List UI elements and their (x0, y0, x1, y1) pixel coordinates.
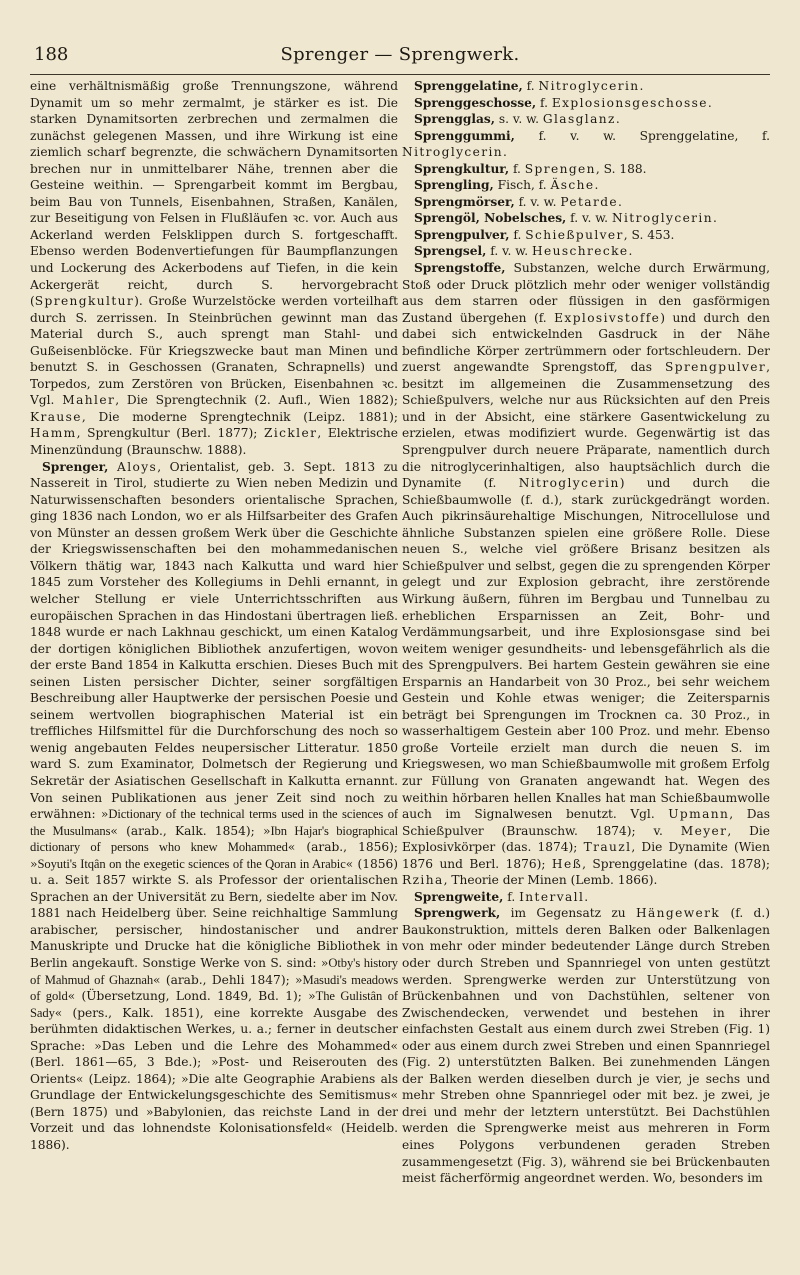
entry-sprengsel: Sprengsel, f. v. w. Heuschrecke. (414, 244, 633, 259)
headword: Sprengöl, Nobelsches, (414, 211, 567, 226)
headword: Sprengkultur, (414, 161, 510, 176)
headword: Sprengling, (414, 178, 494, 193)
author-name: Zickler (264, 426, 318, 441)
page-header (30, 40, 770, 75)
cross-reference: Schießpulver (525, 227, 624, 242)
work-title: Dictionary of the technical terms used in the sciences of the Musulmans (30, 807, 398, 838)
cross-reference: Nitroglycerin (611, 211, 713, 226)
author-name: Krause (30, 409, 82, 424)
entry-sprenggeschosse: Sprenggeschosse, f. Explosionsgeschosse. (414, 95, 712, 110)
entry-sprengkultur: Sprengkultur, f. Sprengen, S. 188. (414, 161, 647, 176)
entry-sprengmoerser: Sprengmörser, f. v. w. Petarde. (414, 194, 622, 209)
cross-reference: Nitroglycerin (518, 476, 620, 491)
entry-sprengwerk: Sprengwerk, im Gegensatz zu Hängewerk (f. d.) Baukonstruktion, mittels deren Balken oder Balkenlagen von mehr oder minder bedeutender Länge durch Streben oder durch Streben und Spannriegel von unten gestützt werden. Sprengwerke werden zur Unterstützung von Brückenbahnen und von Dachstühlen, seltener von Zwischendecken, verwendet und bestehen in ihrer einfachsten Gestalt aus einem durch zwei Streben (Fig. 1) oder aus einem durch zwei Streben und einen Spannriegel (Fig. 2) unterstützten Balken. Bei zunehmenden Längen der Balken werden dieselben durch je vier, je sechs und mehr Streben ohne Spannriegel oder mit bez. je zwei, je drei und mehr der letztern unterstützt. Bei Dachstühlen werden die Sprengwerke meist aus mehreren in Form eines Polygons verbundenen geraden Streben zusammengesetzt (Fig. 3), während sie bei Brückenbauten meist fächerförmig angeordnet werden. Wo, besonders im (402, 906, 770, 1186)
headword: Sprenger, (42, 459, 109, 474)
headword: Sprengglas, (414, 112, 496, 127)
cross-reference: Heuschrecke (532, 244, 629, 259)
cross-reference: Hängewerk (635, 906, 721, 921)
author-name: Meyer (680, 823, 728, 838)
cross-reference: Sprengkultur (34, 294, 135, 309)
entry-sprenggummi: Sprenggummi, f. v. w. Sprenggelatine, f. Nitroglycerin. (402, 128, 770, 160)
author-name: Mahler (62, 393, 116, 408)
right-column (402, 78, 770, 1258)
work-title: Otby's history of Mahmud of Ghaznah (30, 955, 398, 987)
headword: Sprenggeschosse, (414, 95, 537, 110)
left-column (30, 78, 398, 1258)
author-name: Heß (551, 856, 583, 871)
page-number: 188 (34, 44, 69, 65)
entry-sprengpulver: Sprengpulver, f. Schießpulver, S. 453. (414, 227, 675, 242)
cross-reference: Äsche (550, 178, 595, 193)
headword: Sprengstoffe, (414, 261, 506, 276)
entry-sprengglas: Sprengglas, s. v. w. Glasglanz. (414, 112, 620, 127)
entry-sprengoel: Sprengöl, Nobelsches, f. v. w. Nitroglycerin. (414, 211, 717, 226)
sprengen-continuation: eine verhältnismäßig große Trennungszone, während Dynamit um so mehr zermalmt, je stärker es ist. Die starken Dynamitsorten zerbrechen und zermalmen die zunächst gelegenen Massen, und ihre Wirkung ist eine ziemlich scharf begrenzte, die schwächern Dynamitsorten brechen nur in unmittelbarer Nähe, trennen aber die Gesteine weithin. — Sprengarbeit kommt im Bergbau, beim Bau von Tunnels, Eisenbahnen, Straßen, Kanälen, zur Beseitigung von Felsen in Flußläufen ꝛc. vor. Auch aus Ackerland werden Felsklippen durch S. fortgeschafft. Ebenso werden Bodenvertiefungen für Baumpflanzungen und Lockerung des Ackerbodens auf Tiefen, in die kein Ackergerät reicht, durch S. hervorgebracht (Sprengkultur). Große Wurzelstöcke werden vorteilhaft durch S. zerrissen. In Steinbrüchen gewinnt man das Material durch S., auch sprengt man Stahl- und Gußeisenblöcke. Für Kriegszwecke baut man Minen und benutzt S. in Geschossen (Granaten, Schrapnells) und Torpedos, zum Zerstören von Brücken, Eisenbahnen ꝛc. Vgl. Mahler, Die Sprengtechnik (2. Aufl., Wien 1882); Krause, Die moderne Sprengtechnik (Leipz. 1881); Hamm, Sprengkultur (Berl. 1877); Zickler, Elektrische Minenzündung (Braunschw. 1888). (30, 79, 398, 458)
headword: Sprengwerk, (414, 906, 501, 921)
cross-reference: Intervall (519, 889, 585, 904)
work-title: Soyuti's Itqân on the exegetic sciences of the Qoran in Arabic (37, 856, 346, 871)
work-title: Masudi's meadows of gold (30, 972, 398, 1004)
entry-sprengweite: Sprengweite, f. Intervall. (414, 889, 589, 904)
cross-reference: Nitroglycerin (402, 145, 504, 160)
work-title: The Gulistân of Sady (30, 989, 398, 1020)
entry-sprengling: Sprengling, Fisch, f. Äsche. (414, 178, 599, 193)
author-name: Hamm (30, 426, 77, 441)
author-name: Trauzl (583, 840, 632, 855)
headword: Sprenggummi, (414, 128, 515, 143)
headword: Sprengmörser, (414, 194, 515, 209)
headword: Sprengsel, (414, 244, 487, 259)
entry-sprenger: Sprenger, Aloys, Orientalist, geb. 3. Sept. 1813 zu Nassereit in Tirol, studierte zu Wien neben Medizin und Naturwissenschaften besonders orientalische Sprachen, ging 1836 nach London, wo er als Hilfsarbeiter des Grafen von Münster an dessen großem Werk über die Geschichte der Kriegswissenschaften bei den mohammedanischen Völkern thätig war, 1843 nach Kalkutta und ward hier 1845 zum Vorsteher des Kollegiums in Dehli ernannt, in welcher Stellung er viele Unterrichtsschriften aus europäischen Sprachen in das Hindostani übertragen ließ. 1848 wurde er nach Lakhnau geschickt, um einen Katalog der dortigen königlichen Bibliothek anzufertigen, wovon der erste Band 1854 in Kalkutta erschien. Dieses Buch mit seinen Listen persischer Dichter, seiner sorgfältigen Beschreibung aller Hauptwerke der persischen Poesie und seinem wertvollen biographischen Material ist ein treffliches Hilfsmittel für die Durchforschung des noch so wenig angebauten Feldes neupersischer Litteratur. 1850 ward S. zum Examinator, Dolmetsch der Regierung und Sekretär der Asiatischen Gesellschaft in Kalkutta ernannt. Von seinen Publikationen aus jener Zeit sind noch zu erwähnen: »Dictionary of the technical terms used in the sciences of the Musulmans« (arab., Kalk. 1854); »Ibn Hajar's biographical dictionary of persons who knew Mohammed« (arab., 1856); »Soyuti's Itqân on the exegetic sciences of the Qoran in Arabic« (1856) u. a. Seit 1857 wirkte S. als Professor der orientalischen Sprachen an der Universität zu Bern, siedelte aber im Nov. 1881 nach Heidelberg über. Seine reichhaltige Sammlung arabischer, persischer, hindostanischer und andrer Manuskripte und Drucke hat die königliche Bibliothek in Berlin angekauft. Sonstige Werke von S. sind: »Otby's history of Mahmud of Ghaznah« (arab., Dehli 1847); »Masudi's meadows of gold« (Übersetzung, Lond. 1849, Bd. 1); »The Gulistân of Sady« (pers., Kalk. 1851), eine korrekte Ausgabe des berühmten didaktischen Werkes, u. a.; ferner in deutscher Sprache: »Das Leben und die Lehre des Mohammed« (Berl. 1861—65, 3 Bde.); »Post- und Reiserouten des Orients« (Leipz. 1864); »Die alte Geographie Arabiens als Grundlage der Entwickelungsgeschichte des Semitismus« (Bern 1875) und »Babylonien, das reichste Land in der Vorzeit und das lohnendste Kolonisationsfeld« (Heidelb. 1886). (30, 459, 398, 1152)
cross-reference: Sprengen (524, 161, 596, 176)
work-title: Ibn Hajar's biographical dictionary of persons who knew Mohammed (30, 823, 398, 855)
entry-sprengstoffe: Sprengstoffe, Substanzen, welche durch Erwärmung, Stoß oder Druck plötzlich mehr oder weniger vollständig aus dem starren oder flüssigen in den gasförmigen Zustand übergehen (f. Explosivstoffe) und durch den dabei sich entwickelnden Gasdruck in der Nähe befindliche Körper zertrümmern oder fortschleudern. Der zuerst angewandte Sprengstoff, das Sprengpulver, besitzt im allgemeinen die Zusammensetzung des Schießpulvers, welche nur aus Rücksichten auf den Preis und in der Absicht, eine stärkere Gasentwickelung zu erzielen, etwas modifiziert wurde. Gegenwärtig ist das Sprengpulver durch neuere Präparate, namentlich durch die nitroglycerinhaltigen, also hauptsächlich durch die Dynamite (f. Nitroglycerin) und durch die Schießbaumwolle (f. d.), stark zurückgedrängt worden. Auch pikrinsäurehaltige Mischungen, Nitrocellulose und ähnliche Substanzen spielen eine größere Rolle. Diese neuen S., welche viel größere Brisanz besitzen als Schießpulver und selbst, gegen die zu sprengenden Körper gelegt und zur Explosion gebracht, ihre zerstörende Wirkung äußern, führen im Bergbau und Tunnelbau zu erheblichen Ersparnissen an Zeit, Bohr- und Verdämmungsarbeit, und ihre Explosionsgase sind bei weitem weniger gesundheits- und lebensgefährlich als die des Sprengpulvers. Bei hartem Gestein gewähren sie eine Ersparnis an Handarbeit von 30 Proz., bei sehr weichem Gestein und Kohle etwas weniger; die Zeitersparnis beträgt bei Sprengungen im Trocknen ca. 30 Proz., in wasserhaltigem Gestein aber 100 Proz. und mehr. Ebenso große Vorteile erzielt man durch die neuen S. im Kriegswesen, wo man Schießbaumwolle mit großem Erfolg zur Füllung von Granaten angewandt hat. Wegen des weithin hörbaren hellen Knalles hat man Schießbaumwolle auch im Signalwesen benutzt. Vgl. Upmann, Das Schießpulver (Braunschw. 1874); v. Meyer, Die Explosivkörper (das. 1874); Trauzl, Die Dynamite (Wien 1876 und Berl. 1876); Heß, Sprenggelatine (das. 1878); Rziha, Theorie der Minen (Lemb. 1866). (402, 261, 770, 888)
author-name: Upmann (668, 807, 730, 822)
headword: Sprengpulver, (414, 227, 510, 242)
cross-reference: Nitroglycerin (538, 79, 640, 93)
headword: Sprenggelatine, (414, 79, 523, 93)
headword: Sprengweite, (414, 889, 504, 904)
cross-reference: Explosionsgeschosse (551, 95, 708, 110)
running-head: Sprenger — Sprengwerk. (280, 44, 520, 65)
cross-reference: Petarde (560, 194, 619, 209)
cross-reference: Glasglanz (542, 112, 616, 127)
author-name: Rziha (402, 873, 444, 888)
given-name: Aloys (117, 459, 158, 474)
entry-sprenggelatine: Sprenggelatine, f. Nitroglycerin. (414, 79, 644, 93)
cross-reference: Explosivstoffe (554, 310, 661, 325)
cross-reference: Sprengpulver (665, 360, 767, 375)
